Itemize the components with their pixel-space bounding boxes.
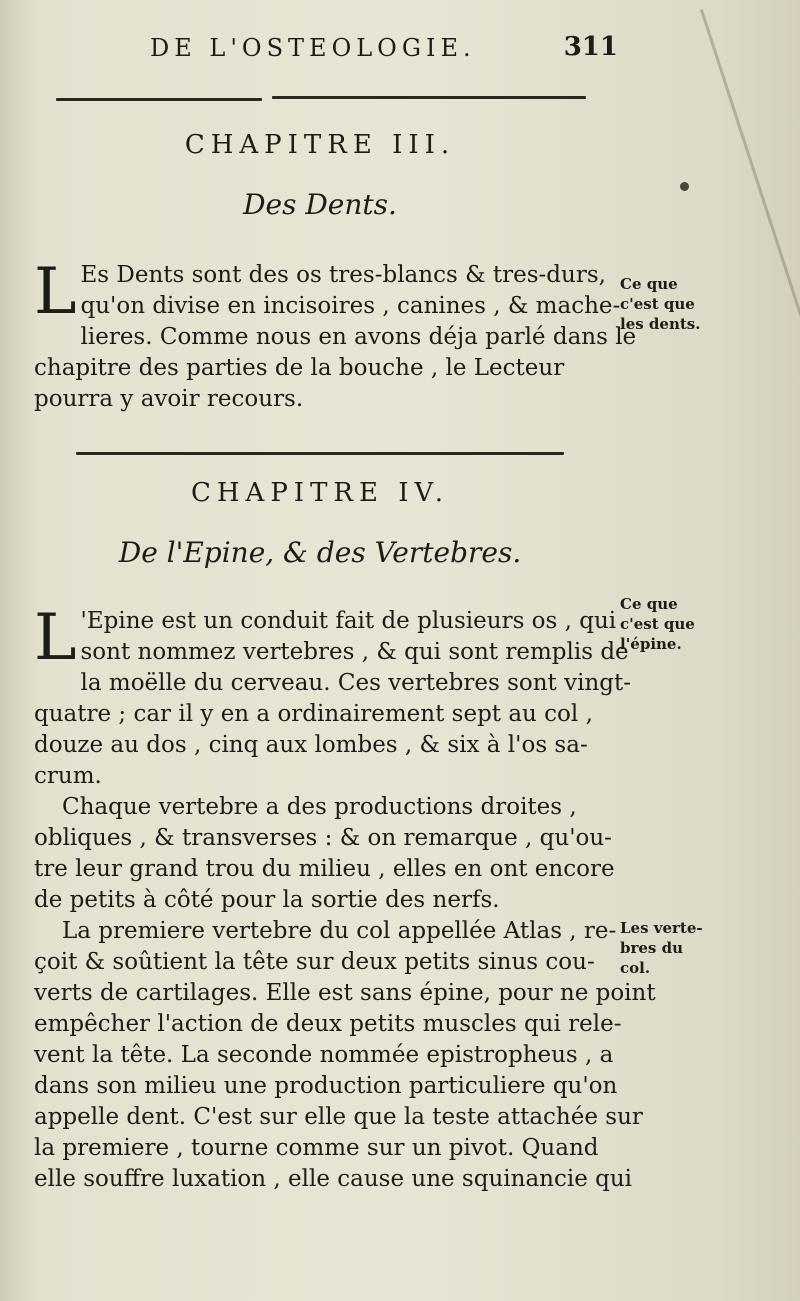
margin-note-line: les dents. [620,315,701,333]
chapter-4-subtitle: De l'Epine, & des Vertebres. [118,536,522,569]
text-line: elle souffre luxation , elle cause une squinancie qui [34,1166,633,1192]
text-line: verts de cartilages. Elle est sans épine, pour ne point [34,980,656,1006]
text-line: crum. [34,763,102,789]
text-line: obliques , & transverses : & on remarque , qu'ou- [34,825,612,851]
text-line: appelle dent. C'est sur elle que la teste attachée sur [34,1104,643,1130]
margin-note-vertebres [620,918,730,978]
text-line: de petits à côté pour la sortie des nerfs. [34,887,500,913]
chapter-4-heading: CHAPITRE IV. [190,478,450,508]
text-line: la premiere , tourne comme sur un pivot. Quand [34,1135,599,1161]
margin-note-line: c'est que [620,615,695,633]
text-line: tre leur grand trou du milieu , elles en ont encore [34,856,615,882]
margin-note-line: c'est que [620,295,695,313]
ink-spot [680,182,689,191]
running-head-title: DE L'OSTEOLOGIE. [150,34,476,62]
text-line: douze au dos , cinq aux lombes , & six à l'os sa- [34,732,588,758]
text-line: chapitre des parties de la bouche , le Lecteur [34,355,565,381]
header-rule-left [56,98,262,101]
dropcap: L [34,255,77,329]
text-line: Es Dents sont des os tres-blancs & tres-durs, [80,262,606,288]
text-line: La premiere vertebre du col appellée Atlas , re- [62,918,617,944]
text-line: vent la tête. La seconde nommée epistropheus , a [34,1042,614,1068]
dropcap: L [34,601,77,675]
margin-note-line: Ce que [620,595,678,613]
text-line: pourra y avoir recours. [34,386,304,412]
chapter-3-heading: CHAPITRE III. [184,130,456,160]
margin-note-line: l'épine. [620,635,682,653]
margin-note-epine [620,594,730,654]
text-line: çoit & soûtient la tête sur deux petits sinus cou- [34,949,595,975]
text-line: qu'on divise en incisoires , canines , & mache- [80,293,621,319]
text-line: 'Epine est un conduit fait de plusieurs os , qui [80,608,617,634]
margin-note-dents [620,274,730,334]
text-line: dans son milieu une production particuliere qu'on [34,1073,618,1099]
margin-note-line: bres du [620,939,683,957]
page-number: 311 [563,32,618,62]
margin-note-line: Les verte- [620,919,703,937]
running-head [140,28,620,68]
margin-note-line: Ce que [620,275,678,293]
chapter-3-subtitle: Des Dents. [243,188,397,221]
text-line: la moëlle du cerveau. Ces vertebres sont vingt- [80,670,632,696]
section-rule [76,452,564,455]
text-line: lieres. Comme nous en avons déja parlé dans le [80,324,637,350]
text-line: Chaque vertebre a des productions droites , [62,794,577,820]
chapter-3-body [34,255,637,415]
text-line: sont nommez vertebres , & qui sont remplis de [80,639,629,665]
margin-note-line: col. [620,959,651,977]
header-rule-right [272,96,586,99]
text-line: quatre ; car il y en a ordinairement sept au col , [34,701,593,727]
text-line: empêcher l'action de deux petits muscles qui rele- [34,1011,622,1037]
